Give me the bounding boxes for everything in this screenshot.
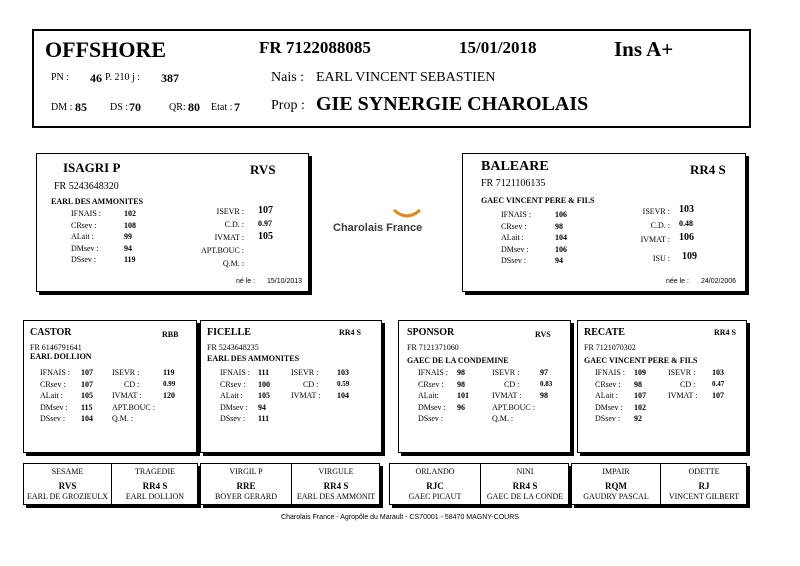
- dam-label-isu: ISU :: [652, 254, 670, 263]
- sire-value-crsev: 108: [124, 220, 136, 230]
- sire-value-dmsev: 94: [124, 243, 132, 253]
- gp-name: SPONSOR: [407, 327, 455, 338]
- gp-label-isevr: ISEVR :: [668, 368, 696, 377]
- dam-label-isevr: ISEVR :: [642, 207, 670, 216]
- gp-label-cd: CD :: [680, 379, 696, 389]
- gp-right-labels: [112, 367, 155, 425]
- gp-value-alait: 105: [258, 391, 270, 400]
- gp-label-alait: ALait :: [595, 391, 618, 400]
- gp-label-ifnais: IFNAIS :: [595, 368, 626, 377]
- gp-value-crsev: 100: [258, 379, 270, 389]
- ggp-race: RR4 S: [323, 481, 349, 491]
- gp-value-alait: 107: [634, 391, 646, 400]
- ggp-race: RR4 S: [142, 481, 168, 491]
- sire-value-dssev: 119: [124, 255, 136, 264]
- sire-value-alait: 99: [124, 232, 132, 241]
- animal-id: FR 7122088085: [259, 38, 371, 57]
- pn-value: 46: [90, 71, 102, 85]
- ggp-nini: [481, 464, 569, 504]
- dam-right-values: [679, 203, 697, 264]
- ggp-race: RRE: [236, 481, 256, 491]
- gp-breeder: GAEC VINCENT PERE & FILS: [584, 356, 698, 365]
- ggp-group-paternal-1: [23, 463, 198, 505]
- dam-label-dmsev: DMsev :: [501, 244, 529, 254]
- etat-value: 7: [234, 100, 240, 114]
- sire-label-crsev: CRsev :: [71, 220, 97, 230]
- sire-value-ifnais: 102: [124, 209, 136, 218]
- grandparent-card-castor: [23, 320, 197, 453]
- grandparent-card-sponsor: [398, 320, 571, 453]
- ggp-race: RVS: [58, 481, 77, 491]
- gp-left-labels: [40, 367, 70, 425]
- gp-label-ifnais: IFNAIS :: [418, 368, 449, 377]
- prop-value: GIE SYNERGIE CHAROLAIS: [316, 93, 589, 115]
- gp-label-dssev: DSsev :: [418, 414, 444, 423]
- ggp-name: VIRGIL P: [229, 467, 263, 476]
- gp-value-ivmat: 120: [163, 391, 175, 400]
- gp-value-dssev: 92: [634, 414, 642, 423]
- gp-id: FR 6146791641: [30, 343, 82, 352]
- gp-label-crsev: CRsev :: [40, 379, 66, 389]
- gp-value-isevr: 119: [163, 368, 175, 377]
- sire-label-ifnais: IFNAIS :: [71, 209, 102, 218]
- gp-race: RR4 S: [714, 328, 737, 337]
- p210-value: 387: [161, 71, 179, 85]
- gp-value-alait: 105: [81, 391, 93, 400]
- gp-value-ifnais: 98: [457, 368, 465, 377]
- dam-value-dmsev: 106: [555, 244, 567, 254]
- gp-label-ivmat: IVMAT :: [492, 391, 522, 400]
- ggp-breeder: GAEC DE LA CONDE: [486, 492, 564, 501]
- gp-value-cd: 0.59: [337, 379, 350, 388]
- sire-left-labels: [71, 208, 101, 266]
- gp-label-qm: Q.M. :: [492, 414, 514, 423]
- gp-value-crsev: 98: [634, 379, 642, 389]
- ggp-race: RQM: [605, 481, 627, 491]
- ggp-race: RJ: [698, 481, 710, 491]
- sire-label-qm: Q.M. :: [222, 259, 244, 268]
- gp-name: CASTOR: [30, 327, 72, 338]
- sire-label-dssev: DSsev :: [71, 255, 97, 264]
- gp-label-qm: Q.M. :: [112, 414, 134, 423]
- gp-left-values: [81, 367, 93, 425]
- gp-label-dssev: DSsev :: [40, 414, 66, 423]
- ggp-tragedie: [112, 464, 198, 504]
- gp-value-ivmat: 107: [712, 391, 724, 400]
- dam-breeder: GAEC VINCENT PERE & FILS: [481, 196, 595, 205]
- gp-label-alait: ALait :: [40, 391, 63, 400]
- gp-right-values: [163, 367, 175, 402]
- gp-name: RECATE: [584, 327, 625, 338]
- grandparent-card-recate: [577, 320, 747, 453]
- gp-name: FICELLE: [207, 327, 251, 338]
- gp-label-dssev: DSsev :: [220, 414, 246, 423]
- gp-breeder: EARL DOLLION: [30, 352, 92, 361]
- gp-value-dmsev: 102: [634, 402, 646, 412]
- ggp-virgule: [292, 464, 380, 504]
- gp-label-ivmat: IVMAT :: [291, 391, 321, 400]
- ggp-name: TRAGEDIE: [135, 467, 175, 476]
- dam-label-ivmat: IVMAT :: [640, 235, 670, 244]
- dam-name: BALEARE: [481, 159, 549, 174]
- gp-left-labels: [595, 367, 625, 425]
- dam-birth-label: née le :: [666, 278, 689, 285]
- charolais-logo: [330, 210, 450, 250]
- dam-value-isu: 109: [682, 251, 697, 262]
- gp-value-ifnais: 109: [634, 368, 646, 377]
- gp-value-isevr: 97: [540, 368, 548, 377]
- gp-right-labels: [291, 367, 320, 402]
- qr-label: QR:: [169, 102, 186, 113]
- gp-label-ivmat: IVMAT :: [112, 391, 142, 400]
- animal-name: OFFSHORE: [45, 37, 167, 62]
- ggp-name: VIRGULE: [318, 467, 354, 476]
- gp-label-cd: CD :: [303, 379, 319, 389]
- dam-race: RR4 S: [690, 162, 726, 177]
- gp-value-dssev: 96: [457, 402, 465, 412]
- ggp-virgil-p: [201, 464, 291, 504]
- dam-value-dssev: 94: [555, 256, 563, 265]
- dam-value-ifnais: 106: [555, 210, 567, 219]
- gp-value-isevr: 103: [712, 368, 724, 377]
- ggp-breeder: EARL DE GROZIEULX: [26, 492, 109, 501]
- nais-value: EARL VINCENT SEBASTIEN: [316, 70, 496, 85]
- p210-label: P. 210 j :: [105, 72, 141, 83]
- gp-value-dssev: 104: [81, 414, 93, 423]
- gp-right-values: [712, 367, 724, 402]
- gp-value-dmsev: 94: [258, 402, 266, 412]
- dam-value-crsev: 98: [555, 221, 563, 231]
- gp-label-aptbouc: APT.BOUC :: [112, 402, 155, 412]
- dam-value-alait: 104: [555, 233, 567, 242]
- dam-left-values: [555, 209, 567, 267]
- dam-label-cd: C.D. :: [650, 221, 670, 230]
- sire-value-ivmat: 105: [258, 231, 273, 242]
- gp-breeder: EARL DES AMMONITES: [207, 354, 300, 363]
- sire-label-alait: ALait :: [71, 232, 94, 241]
- ggp-breeder: GAUDRY PASCAL: [583, 492, 649, 501]
- etat-label: Etat :: [211, 102, 233, 113]
- dam-left-labels: [501, 209, 531, 267]
- dam-right-labels: [628, 205, 670, 266]
- gp-right-values: [540, 367, 552, 402]
- gp-label-dmsev: DMsev :: [40, 402, 68, 412]
- gp-left-values: [258, 367, 270, 425]
- ggp-breeder: BOYER GERARD: [214, 492, 277, 501]
- gp-left-labels: [220, 367, 250, 425]
- gp-label-dmsev: DMsev :: [595, 402, 623, 412]
- gp-label-dssev: DSsev :: [595, 414, 621, 423]
- sire-label-isevr: ISEVR :: [216, 207, 244, 216]
- dam-label-alait: ALait :: [501, 233, 524, 242]
- gp-left-values: [634, 367, 646, 425]
- sire-right-values: [258, 204, 273, 243]
- animal-header: [32, 29, 751, 128]
- qr-value: 80: [188, 100, 200, 114]
- gp-label-aptbouc: APT.BOUC :: [492, 402, 535, 412]
- sire-race: RVS: [250, 162, 276, 177]
- gp-breeder: GAEC DE LA CONDEMINE: [407, 356, 509, 365]
- nais-label: Nais :: [271, 70, 305, 85]
- gp-right-labels: [668, 367, 697, 402]
- gp-label-cd: CD :: [124, 379, 140, 389]
- dam-label-ifnais: IFNAIS :: [501, 210, 532, 219]
- sire-card: [36, 153, 309, 292]
- ggp-name: ORLANDO: [415, 467, 455, 476]
- ds-value: 70: [129, 100, 141, 114]
- sire-birth-label: né le :: [236, 278, 256, 285]
- dam-birth: 24/02/2006: [701, 278, 737, 285]
- dam-id: FR 7121106135: [481, 178, 546, 189]
- gp-label-ifnais: IFNAIS :: [220, 368, 251, 377]
- pn-label: PN :: [51, 72, 70, 83]
- gp-right-labels: [492, 367, 535, 425]
- gp-value-cd: 0.47: [712, 379, 725, 388]
- sire-breeder: EARL DES AMMONITES: [51, 197, 144, 206]
- dm-label: DM :: [51, 102, 73, 113]
- sire-right-labels: [199, 205, 244, 270]
- gp-label-dmsev: DMsev :: [220, 402, 248, 412]
- gp-value-dmsev: 101: [457, 391, 469, 400]
- ggp-name: SESAME: [51, 467, 84, 476]
- gp-label-isevr: ISEVR :: [291, 368, 319, 377]
- gp-right-values: [337, 367, 349, 402]
- ggp-breeder: EARL DOLLION: [125, 492, 185, 501]
- gp-id: FR 5243648235: [207, 343, 259, 352]
- gp-left-values: [457, 367, 469, 413]
- dam-label-crsev: CRsev :: [501, 221, 527, 231]
- grandparent-card-ficelle: [200, 320, 382, 453]
- gp-value-isevr: 103: [337, 368, 349, 377]
- sire-label-dmsev: DMsev :: [71, 243, 99, 253]
- ggp-breeder: EARL DES AMMONIT: [296, 492, 376, 501]
- dam-value-cd: 0.48: [679, 219, 693, 228]
- sire-left-values: [124, 208, 136, 266]
- dam-value-ivmat: 106: [679, 232, 694, 243]
- gp-value-dssev: 111: [258, 414, 270, 423]
- gp-label-isevr: ISEVR :: [492, 368, 520, 377]
- gp-value-dmsev: 115: [81, 402, 93, 412]
- sire-id: FR 5243648320: [54, 181, 119, 192]
- gp-label-ivmat: IVMAT :: [668, 391, 698, 400]
- gp-value-ivmat: 104: [337, 391, 349, 400]
- gp-label-crsev: CRsev :: [418, 379, 444, 389]
- ggp-group-paternal-2: [200, 463, 380, 505]
- ggp-odette: [661, 464, 747, 504]
- animal-ins: Ins A+: [614, 37, 674, 61]
- gp-value-crsev: 98: [457, 379, 465, 389]
- dam-value-isevr: 103: [679, 204, 694, 215]
- gp-value-cd: 0.99: [163, 379, 176, 388]
- prop-label: Prop :: [271, 98, 305, 113]
- ggp-sesame: [24, 464, 111, 504]
- ggp-race: RR4 S: [512, 481, 538, 491]
- sire-label-cd: C.D. :: [224, 220, 244, 229]
- ggp-group-maternal-1: [389, 463, 569, 505]
- ggp-name: NINI: [516, 467, 534, 476]
- gp-label-crsev: CRsev :: [220, 379, 246, 389]
- sire-birth: 15/10/2013: [267, 278, 303, 285]
- gp-label-alait: ALait :: [220, 391, 243, 400]
- gp-left-labels: [418, 367, 448, 425]
- gp-value-ifnais: 107: [81, 368, 93, 377]
- ggp-group-maternal-2: [571, 463, 747, 505]
- gp-id: FR 7121371060: [407, 343, 459, 352]
- gp-label-alait: ALait:: [418, 391, 439, 400]
- sire-value-isevr: 107: [258, 205, 273, 216]
- gp-race: RBB: [162, 330, 179, 339]
- ggp-breeder: GAEC PICAUT: [408, 492, 462, 501]
- gp-label-isevr: ISEVR :: [112, 368, 140, 377]
- ds-label: DS :: [110, 102, 129, 113]
- dam-card: [462, 153, 746, 292]
- sire-value-cd: 0.97: [258, 219, 272, 228]
- gp-race: RVS: [535, 330, 551, 339]
- ggp-impair: [572, 464, 660, 504]
- sire-label-aptbouc: APT.BOUC :: [201, 246, 244, 255]
- gp-value-crsev: 107: [81, 379, 93, 389]
- gp-id: FR 7121070302: [584, 343, 636, 352]
- gp-label-ifnais: IFNAIS :: [40, 368, 71, 377]
- gp-race: RR4 S: [339, 328, 362, 337]
- dm-value: 85: [75, 100, 87, 114]
- logo-swoosh-icon: [392, 208, 422, 222]
- sire-label-ivmat: IVMAT :: [214, 233, 244, 242]
- gp-value-cd: 0.83: [540, 379, 553, 388]
- gp-label-dmsev: DMsev :: [418, 402, 446, 412]
- footer-address: Charolais France - Agropôle du Marault - CS70001 - 58470 MAGNY-COURS: [281, 514, 519, 521]
- gp-value-ivmat: 98: [540, 391, 548, 400]
- gp-value-ifnais: 111: [258, 368, 270, 377]
- sire-name: ISAGRI P: [63, 160, 121, 175]
- animal-date: 15/01/2018: [459, 38, 537, 57]
- gp-label-cd: CD :: [504, 379, 520, 389]
- gp-label-crsev: CRsev :: [595, 379, 621, 389]
- ggp-race: RJC: [426, 481, 444, 491]
- ggp-name: IMPAIR: [602, 467, 630, 476]
- logo-text: Charolais France: [333, 222, 423, 234]
- ggp-orlando: [390, 464, 480, 504]
- ggp-name: ODETTE: [688, 467, 720, 476]
- ggp-breeder: VINCENT GILBERT: [668, 492, 740, 501]
- dam-label-dssev: DSsev :: [501, 256, 527, 265]
